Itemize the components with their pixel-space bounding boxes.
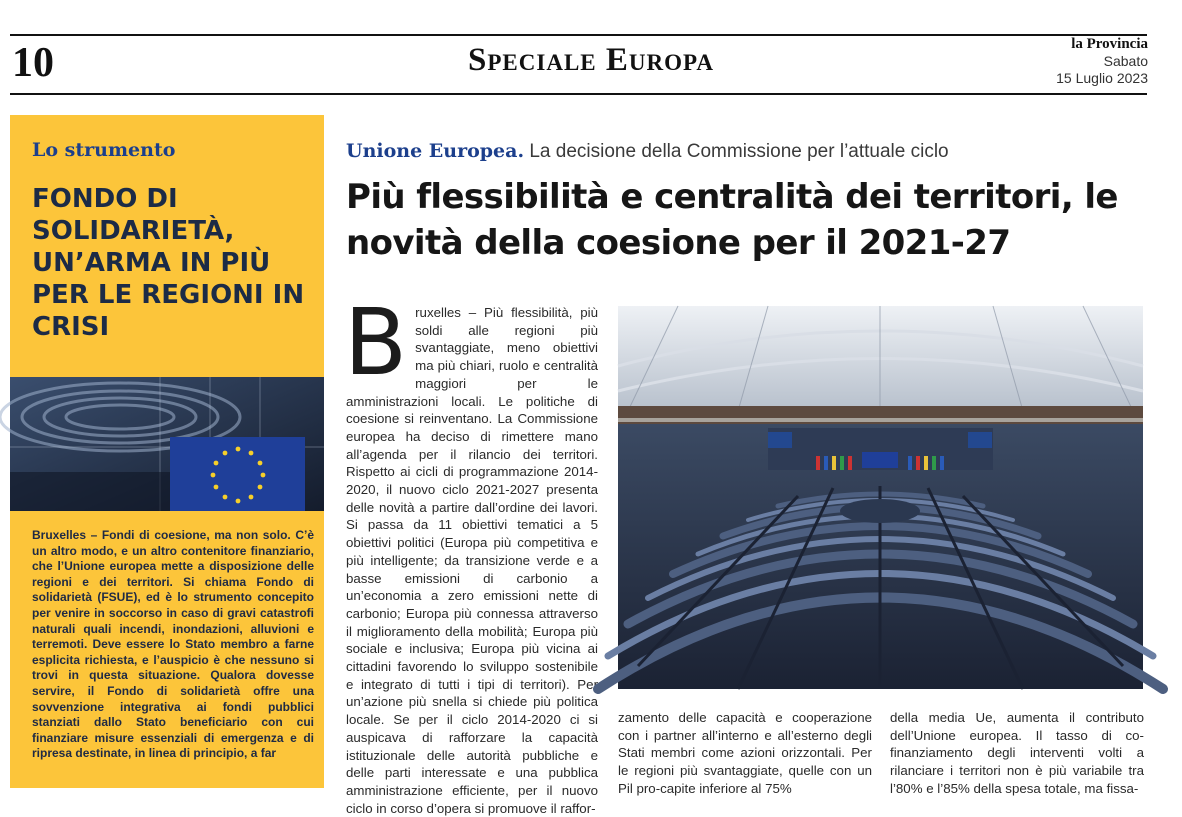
hemicycle-photo-icon [618, 306, 1143, 689]
section-title: Speciale Europa [468, 42, 714, 78]
eu-parliament-flag-photo [10, 377, 324, 511]
date: 15 Luglio 2023 [1056, 70, 1148, 86]
article-column-1 [344, 289, 598, 816]
article-kicker-subtitle: La decisione della Commissione per l’attuale ciclo [524, 141, 949, 162]
header-top-rule [10, 34, 1147, 36]
page-number: 10 [12, 40, 54, 86]
article-headline: Più flessibilità e centralità dei territori, le novità della coesione per il 2021-27 [346, 177, 1118, 263]
article-kicker-label: Unione Europea. [346, 140, 525, 162]
masthead: la Provincia [1071, 36, 1148, 52]
dropcap-letter: B [344, 289, 408, 396]
article-kicker [346, 140, 949, 163]
article-column-3: della media Ue, aumenta il contributo dell’Unione europea. Il tasso di co-finanziamento degli interventi volti a rilanciare i territori non è più variabile tra l’80% e l’85% della spesa totale, ma fissa- [890, 710, 1144, 796]
sidebar-kicker: Lo strumento [32, 139, 176, 161]
article-column-1-text: ruxelles – Più flessibilità, più soldi alle regioni più svantaggiate, meno obiettivi ma più chiari, ruolo e centralità maggiori per le amministrazioni locali. Le politiche di coesione si reinventano. La Commissione europea ha deciso di rimettere mano all’agenda per il rilancio dei territori. Rispetto ai cicli di programmazione 2014-2020, il nuovo ciclo 2021-2027 presenta delle novità a partire dall’ordine dei lavori. Si passa da 11 obiettivi tematici a 5 obiettivi politici (Europa più competitiva e più intelligente; da transizione verde e a basse emissioni di carbonio a un’economia a zero emissioni nette di carbonio; Europa più connessa attraverso il miglioramento della mobilità; Europa più sociale e inclusiva; Europa più vicina ai cittadini favorendo lo sviluppo sostenibile e integrato di tutti i tipi di territori). Per un’azione più snella si chiede più politica locale. Se per il ciclo 2014-2020 ci si auspicava di rafforzare la capacità istituzionale delle autorità pubbliche e delle parti interessate e una pubblica amministrazione efficiente, per il nuovo ciclo in corso d’opera si promuove il raffor- [346, 305, 598, 816]
header-bottom-rule [10, 93, 1147, 95]
page-header [0, 0, 1182, 100]
european-parliament-hemicycle-photo [618, 306, 1143, 689]
header-meta [1056, 36, 1148, 87]
article-column-2: zamento delle capacità e cooperazione con i partner all’interno e all’esterno degli Stati membri come azioni orizzontali. Per le regioni più svantaggiate, quelle con un Pil pro-capite inferiore al 75% [618, 710, 872, 796]
sidebar-box [10, 115, 324, 788]
weekday: Sabato [1103, 53, 1148, 69]
sidebar-title: FONDO DI SOLIDARIETÀ, UN’ARMA IN PIÙ PER LE REGIONI IN CRISI [32, 184, 305, 342]
eu-flag-photo-icon [10, 377, 324, 511]
sidebar-body-text: Bruxelles – Fondi di coesione, ma non solo. C’è un altro modo, e un altro contenitore finanziario, che l’Unione europea mette a disposizione delle regioni e dei territori. Si chiama Fondo di solidarietà (FSUE), ed è lo strumento concepito per venire in soccorso in caso di gravi catastrofi naturali quali incendi, inondazioni, alluvioni e terremoti. Deve essere lo Stato membro a farne esplicita richiesta, e l’auspicio è che nessuno si trovi in questa situazione. Qualora dovesse servire, il Fondo di solidarietà offre una sovvenzione integrativa ai fondi pubblici stanziati dallo Stato beneficiario con cui finanziare misure essenziali di emergenza e di ripresa destinate, in linea di principio, a far [32, 528, 314, 761]
